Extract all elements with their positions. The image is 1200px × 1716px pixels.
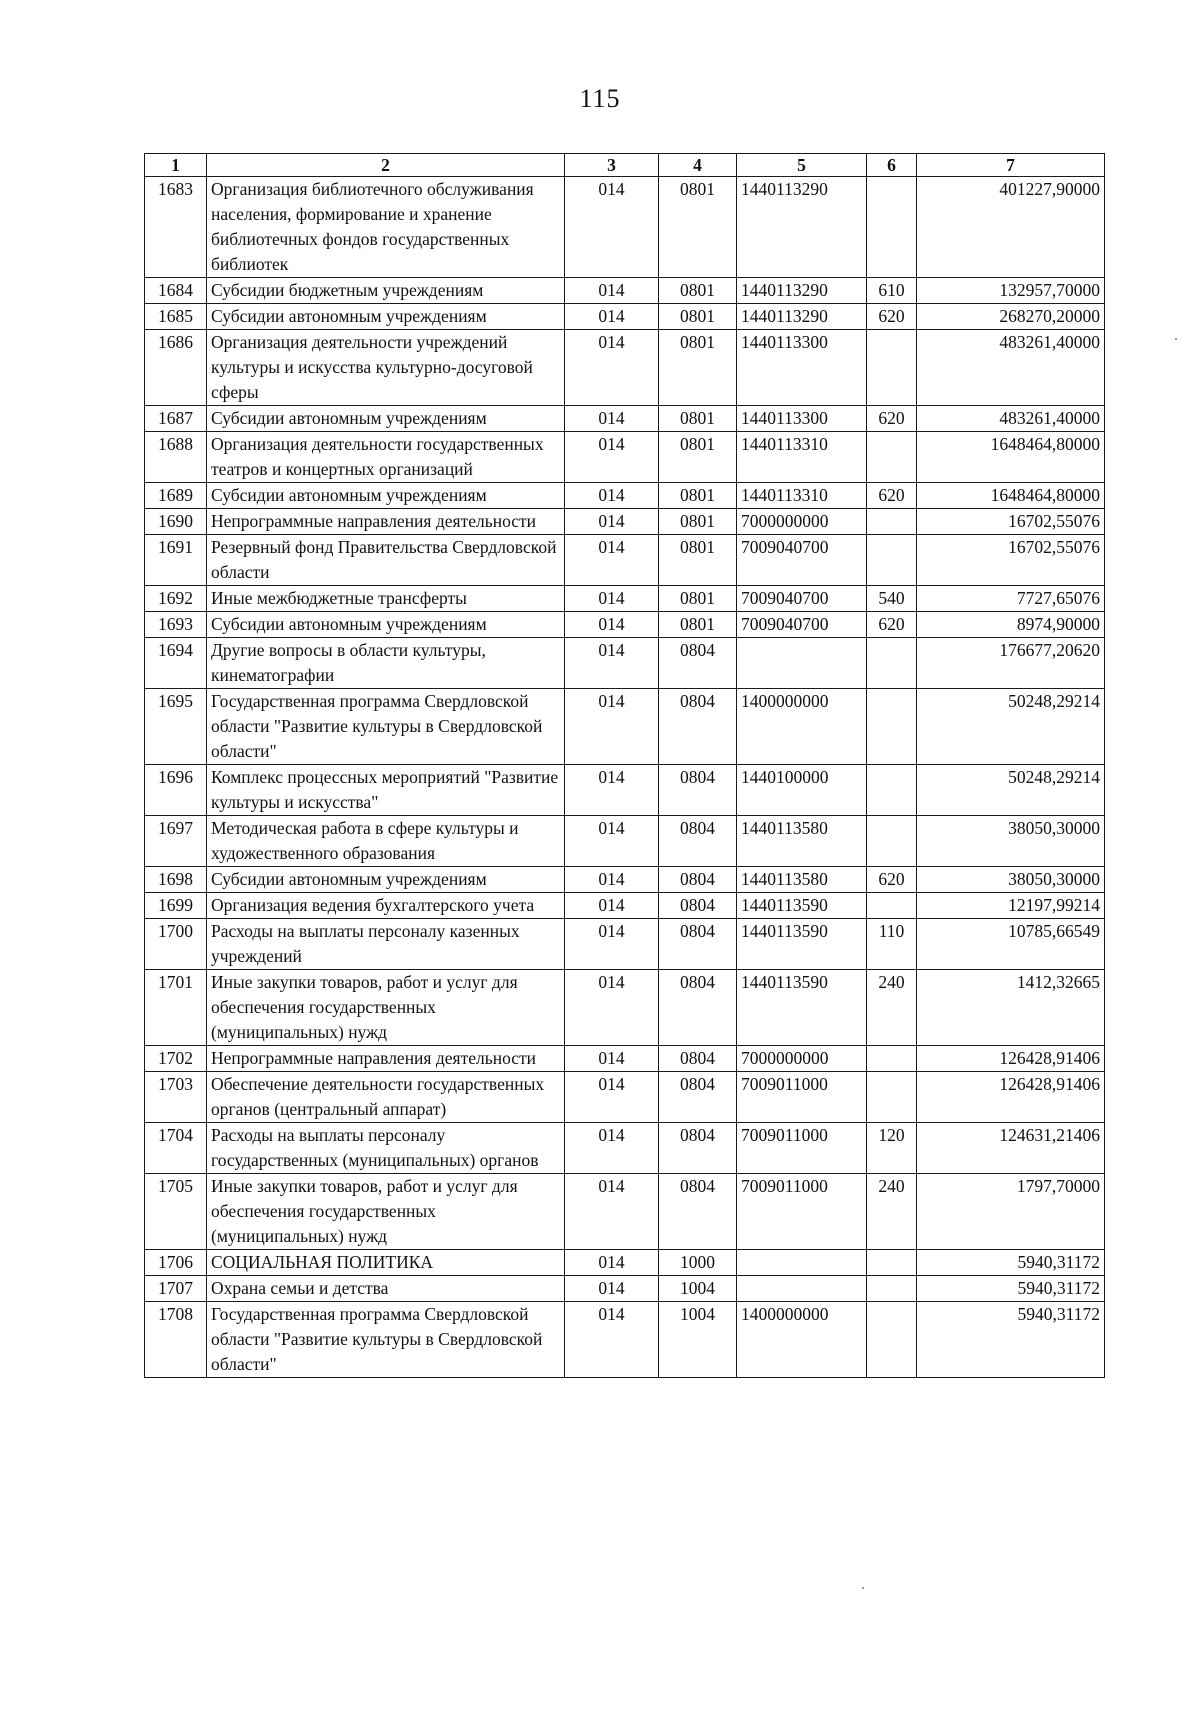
description-cell: Организация деятельности учреждений культуры и искусства культурно-досуговой сферы <box>207 330 565 406</box>
target-article-cell: 7009011000 <box>737 1072 867 1123</box>
row-number-cell: 1694 <box>145 638 207 689</box>
expense-type-cell: 110 <box>867 919 917 970</box>
target-article-cell: 1440113310 <box>737 432 867 483</box>
target-article-cell: 7009040700 <box>737 612 867 638</box>
amount-cell: 50248,29214 <box>917 765 1105 816</box>
target-article-cell: 1400000000 <box>737 689 867 765</box>
row-number-cell: 1696 <box>145 765 207 816</box>
target-article-cell: 1440113300 <box>737 406 867 432</box>
expense-type-cell: 240 <box>867 970 917 1046</box>
col-header: 1 <box>145 154 207 177</box>
description-cell: Расходы на выплаты персоналу казенных учреждений <box>207 919 565 970</box>
section-code-cell: 0804 <box>659 638 737 689</box>
table-row <box>145 330 1105 406</box>
amount-cell: 5940,31172 <box>917 1276 1105 1302</box>
target-article-cell: 1440113590 <box>737 893 867 919</box>
ministry-code-cell: 014 <box>565 638 659 689</box>
section-code-cell: 0801 <box>659 586 737 612</box>
target-article-cell: 7009011000 <box>737 1123 867 1174</box>
expense-type-cell <box>867 765 917 816</box>
expense-type-cell <box>867 1302 917 1378</box>
table-row <box>145 970 1105 1046</box>
description-cell: СОЦИАЛЬНАЯ ПОЛИТИКА <box>207 1250 565 1276</box>
expense-type-cell: 620 <box>867 612 917 638</box>
target-article-cell: 7000000000 <box>737 509 867 535</box>
section-code-cell: 0804 <box>659 1072 737 1123</box>
description-cell: Иные закупки товаров, работ и услуг для обеспечения государственных (муниципальных) нужд <box>207 1174 565 1250</box>
row-number-cell: 1705 <box>145 1174 207 1250</box>
ministry-code-cell: 014 <box>565 509 659 535</box>
amount-cell: 5940,31172 <box>917 1250 1105 1276</box>
ministry-code-cell: 014 <box>565 689 659 765</box>
expense-type-cell <box>867 1046 917 1072</box>
target-article-cell: 1440113590 <box>737 919 867 970</box>
description-cell: Организация библиотечного обслуживания населения, формирование и хранение библиотечных фондов государственных библиотек <box>207 177 565 278</box>
amount-cell: 50248,29214 <box>917 689 1105 765</box>
description-cell: Государственная программа Свердловской области "Развитие культуры в Свердловской области" <box>207 689 565 765</box>
expense-type-cell <box>867 177 917 278</box>
ministry-code-cell: 014 <box>565 304 659 330</box>
table-header-row <box>145 154 1105 177</box>
row-number-cell: 1693 <box>145 612 207 638</box>
description-cell: Резервный фонд Правительства Свердловской области <box>207 535 565 586</box>
description-cell: Иные межбюджетные трансферты <box>207 586 565 612</box>
expense-type-cell <box>867 893 917 919</box>
table-row <box>145 638 1105 689</box>
table-row <box>145 432 1105 483</box>
ministry-code-cell: 014 <box>565 432 659 483</box>
section-code-cell: 0804 <box>659 1046 737 1072</box>
ministry-code-cell: 014 <box>565 483 659 509</box>
amount-cell: 7727,65076 <box>917 586 1105 612</box>
target-article-cell: 1400000000 <box>737 1302 867 1378</box>
section-code-cell: 0804 <box>659 765 737 816</box>
target-article-cell: 1440113310 <box>737 483 867 509</box>
table-row <box>145 1174 1105 1250</box>
scan-speck <box>862 1587 864 1589</box>
expense-type-cell: 620 <box>867 304 917 330</box>
ministry-code-cell: 014 <box>565 1250 659 1276</box>
description-cell: Субсидии бюджетным учреждениям <box>207 278 565 304</box>
section-code-cell: 0801 <box>659 432 737 483</box>
table-row <box>145 689 1105 765</box>
description-cell: Субсидии автономным учреждениям <box>207 867 565 893</box>
page-number: 115 <box>579 84 621 113</box>
expense-type-cell: 540 <box>867 586 917 612</box>
amount-cell: 126428,91406 <box>917 1046 1105 1072</box>
row-number-cell: 1708 <box>145 1302 207 1378</box>
expense-type-cell: 620 <box>867 406 917 432</box>
row-number-cell: 1701 <box>145 970 207 1046</box>
ministry-code-cell: 014 <box>565 612 659 638</box>
table-row <box>145 1302 1105 1378</box>
row-number-cell: 1706 <box>145 1250 207 1276</box>
ministry-code-cell: 014 <box>565 1174 659 1250</box>
table-row <box>145 483 1105 509</box>
target-article-cell: 7009040700 <box>737 586 867 612</box>
ministry-code-cell: 014 <box>565 919 659 970</box>
table-row <box>145 1276 1105 1302</box>
target-article-cell: 1440113290 <box>737 177 867 278</box>
expense-type-cell <box>867 509 917 535</box>
expense-type-cell <box>867 535 917 586</box>
amount-cell: 1648464,80000 <box>917 432 1105 483</box>
col-header: 3 <box>565 154 659 177</box>
amount-cell: 132957,70000 <box>917 278 1105 304</box>
description-cell: Иные закупки товаров, работ и услуг для обеспечения государственных (муниципальных) нужд <box>207 970 565 1046</box>
ministry-code-cell: 014 <box>565 1302 659 1378</box>
target-article-cell: 1440100000 <box>737 765 867 816</box>
table-row <box>145 177 1105 278</box>
table-row <box>145 304 1105 330</box>
section-code-cell: 0804 <box>659 919 737 970</box>
col-header: 4 <box>659 154 737 177</box>
ministry-code-cell: 014 <box>565 177 659 278</box>
amount-cell: 268270,20000 <box>917 304 1105 330</box>
row-number-cell: 1684 <box>145 278 207 304</box>
section-code-cell: 0804 <box>659 689 737 765</box>
section-code-cell: 0801 <box>659 177 737 278</box>
row-number-cell: 1688 <box>145 432 207 483</box>
amount-cell: 38050,30000 <box>917 867 1105 893</box>
row-number-cell: 1683 <box>145 177 207 278</box>
expense-type-cell <box>867 1072 917 1123</box>
description-cell: Субсидии автономным учреждениям <box>207 612 565 638</box>
table-row <box>145 1072 1105 1123</box>
amount-cell: 126428,91406 <box>917 1072 1105 1123</box>
row-number-cell: 1695 <box>145 689 207 765</box>
amount-cell: 38050,30000 <box>917 816 1105 867</box>
ministry-code-cell: 014 <box>565 867 659 893</box>
section-code-cell: 0804 <box>659 867 737 893</box>
section-code-cell: 0801 <box>659 483 737 509</box>
target-article-cell: 1440113300 <box>737 330 867 406</box>
row-number-cell: 1699 <box>145 893 207 919</box>
description-cell: Непрограммные направления деятельности <box>207 509 565 535</box>
target-article-cell: 7000000000 <box>737 1046 867 1072</box>
row-number-cell: 1702 <box>145 1046 207 1072</box>
row-number-cell: 1685 <box>145 304 207 330</box>
section-code-cell: 0801 <box>659 509 737 535</box>
table-row <box>145 406 1105 432</box>
amount-cell: 8974,90000 <box>917 612 1105 638</box>
target-article-cell <box>737 638 867 689</box>
ministry-code-cell: 014 <box>565 586 659 612</box>
section-code-cell: 0804 <box>659 893 737 919</box>
table-row <box>145 612 1105 638</box>
ministry-code-cell: 014 <box>565 893 659 919</box>
table-row <box>145 919 1105 970</box>
target-article-cell <box>737 1276 867 1302</box>
scan-speck <box>1175 338 1177 340</box>
table-body <box>145 177 1105 1378</box>
amount-cell: 483261,40000 <box>917 406 1105 432</box>
expense-type-cell: 240 <box>867 1174 917 1250</box>
expense-type-cell <box>867 330 917 406</box>
description-cell: Комплекс процессных мероприятий "Развитие культуры и искусства" <box>207 765 565 816</box>
section-code-cell: 0804 <box>659 970 737 1046</box>
section-code-cell: 0801 <box>659 304 737 330</box>
row-number-cell: 1707 <box>145 1276 207 1302</box>
table-row <box>145 816 1105 867</box>
amount-cell: 5940,31172 <box>917 1302 1105 1378</box>
row-number-cell: 1697 <box>145 816 207 867</box>
expense-type-cell: 620 <box>867 483 917 509</box>
description-cell: Непрограммные направления деятельности <box>207 1046 565 1072</box>
table-row <box>145 586 1105 612</box>
table-row <box>145 867 1105 893</box>
description-cell: Государственная программа Свердловской области "Развитие культуры в Свердловской области" <box>207 1302 565 1378</box>
description-cell: Субсидии автономным учреждениям <box>207 483 565 509</box>
section-code-cell: 0801 <box>659 535 737 586</box>
target-article-cell: 7009011000 <box>737 1174 867 1250</box>
table-row <box>145 509 1105 535</box>
section-code-cell: 0804 <box>659 1174 737 1250</box>
description-cell: Методическая работа в сфере культуры и художественного образования <box>207 816 565 867</box>
target-article-cell: 1440113590 <box>737 970 867 1046</box>
expense-type-cell <box>867 689 917 765</box>
row-number-cell: 1689 <box>145 483 207 509</box>
section-code-cell: 0804 <box>659 816 737 867</box>
expense-type-cell: 120 <box>867 1123 917 1174</box>
table-row <box>145 765 1105 816</box>
amount-cell: 1797,70000 <box>917 1174 1105 1250</box>
expense-type-cell: 620 <box>867 867 917 893</box>
target-article-cell: 1440113580 <box>737 816 867 867</box>
description-cell: Организация ведения бухгалтерского учета <box>207 893 565 919</box>
row-number-cell: 1704 <box>145 1123 207 1174</box>
section-code-cell: 1000 <box>659 1250 737 1276</box>
section-code-cell: 0801 <box>659 278 737 304</box>
description-cell: Охрана семьи и детства <box>207 1276 565 1302</box>
target-article-cell: 1440113290 <box>737 304 867 330</box>
ministry-code-cell: 014 <box>565 1276 659 1302</box>
expense-type-cell: 610 <box>867 278 917 304</box>
amount-cell: 1648464,80000 <box>917 483 1105 509</box>
amount-cell: 16702,55076 <box>917 509 1105 535</box>
row-number-cell: 1703 <box>145 1072 207 1123</box>
row-number-cell: 1690 <box>145 509 207 535</box>
amount-cell: 12197,99214 <box>917 893 1105 919</box>
amount-cell: 10785,66549 <box>917 919 1105 970</box>
ministry-code-cell: 014 <box>565 535 659 586</box>
expense-type-cell <box>867 1250 917 1276</box>
budget-table <box>144 153 1105 1378</box>
target-article-cell: 7009040700 <box>737 535 867 586</box>
ministry-code-cell: 014 <box>565 1046 659 1072</box>
description-cell: Субсидии автономным учреждениям <box>207 304 565 330</box>
ministry-code-cell: 014 <box>565 330 659 406</box>
table-row <box>145 1123 1105 1174</box>
description-cell: Организация деятельности государственных театров и концертных организаций <box>207 432 565 483</box>
table-row <box>145 278 1105 304</box>
ministry-code-cell: 014 <box>565 1072 659 1123</box>
amount-cell: 1412,32665 <box>917 970 1105 1046</box>
target-article-cell: 1440113580 <box>737 867 867 893</box>
ministry-code-cell: 014 <box>565 970 659 1046</box>
col-header: 7 <box>917 154 1105 177</box>
row-number-cell: 1692 <box>145 586 207 612</box>
description-cell: Расходы на выплаты персоналу государственных (муниципальных) органов <box>207 1123 565 1174</box>
row-number-cell: 1698 <box>145 867 207 893</box>
amount-cell: 483261,40000 <box>917 330 1105 406</box>
target-article-cell: 1440113290 <box>737 278 867 304</box>
row-number-cell: 1687 <box>145 406 207 432</box>
amount-cell: 16702,55076 <box>917 535 1105 586</box>
section-code-cell: 1004 <box>659 1302 737 1378</box>
expense-type-cell <box>867 1276 917 1302</box>
description-cell: Субсидии автономным учреждениям <box>207 406 565 432</box>
description-cell: Другие вопросы в области культуры, кинематографии <box>207 638 565 689</box>
section-code-cell: 0801 <box>659 330 737 406</box>
section-code-cell: 0801 <box>659 612 737 638</box>
amount-cell: 124631,21406 <box>917 1123 1105 1174</box>
expense-type-cell <box>867 432 917 483</box>
table-row <box>145 1250 1105 1276</box>
section-code-cell: 1004 <box>659 1276 737 1302</box>
ministry-code-cell: 014 <box>565 1123 659 1174</box>
amount-cell: 176677,20620 <box>917 638 1105 689</box>
section-code-cell: 0804 <box>659 1123 737 1174</box>
section-code-cell: 0801 <box>659 406 737 432</box>
expense-type-cell <box>867 638 917 689</box>
ministry-code-cell: 014 <box>565 765 659 816</box>
table-row <box>145 535 1105 586</box>
amount-cell: 401227,90000 <box>917 177 1105 278</box>
row-number-cell: 1691 <box>145 535 207 586</box>
description-cell: Обеспечение деятельности государственных органов (центральный аппарат) <box>207 1072 565 1123</box>
target-article-cell <box>737 1250 867 1276</box>
col-header: 6 <box>867 154 917 177</box>
table-row <box>145 893 1105 919</box>
ministry-code-cell: 014 <box>565 816 659 867</box>
col-header: 5 <box>737 154 867 177</box>
row-number-cell: 1686 <box>145 330 207 406</box>
expense-type-cell <box>867 816 917 867</box>
col-header: 2 <box>207 154 565 177</box>
table-row <box>145 1046 1105 1072</box>
row-number-cell: 1700 <box>145 919 207 970</box>
ministry-code-cell: 014 <box>565 406 659 432</box>
ministry-code-cell: 014 <box>565 278 659 304</box>
